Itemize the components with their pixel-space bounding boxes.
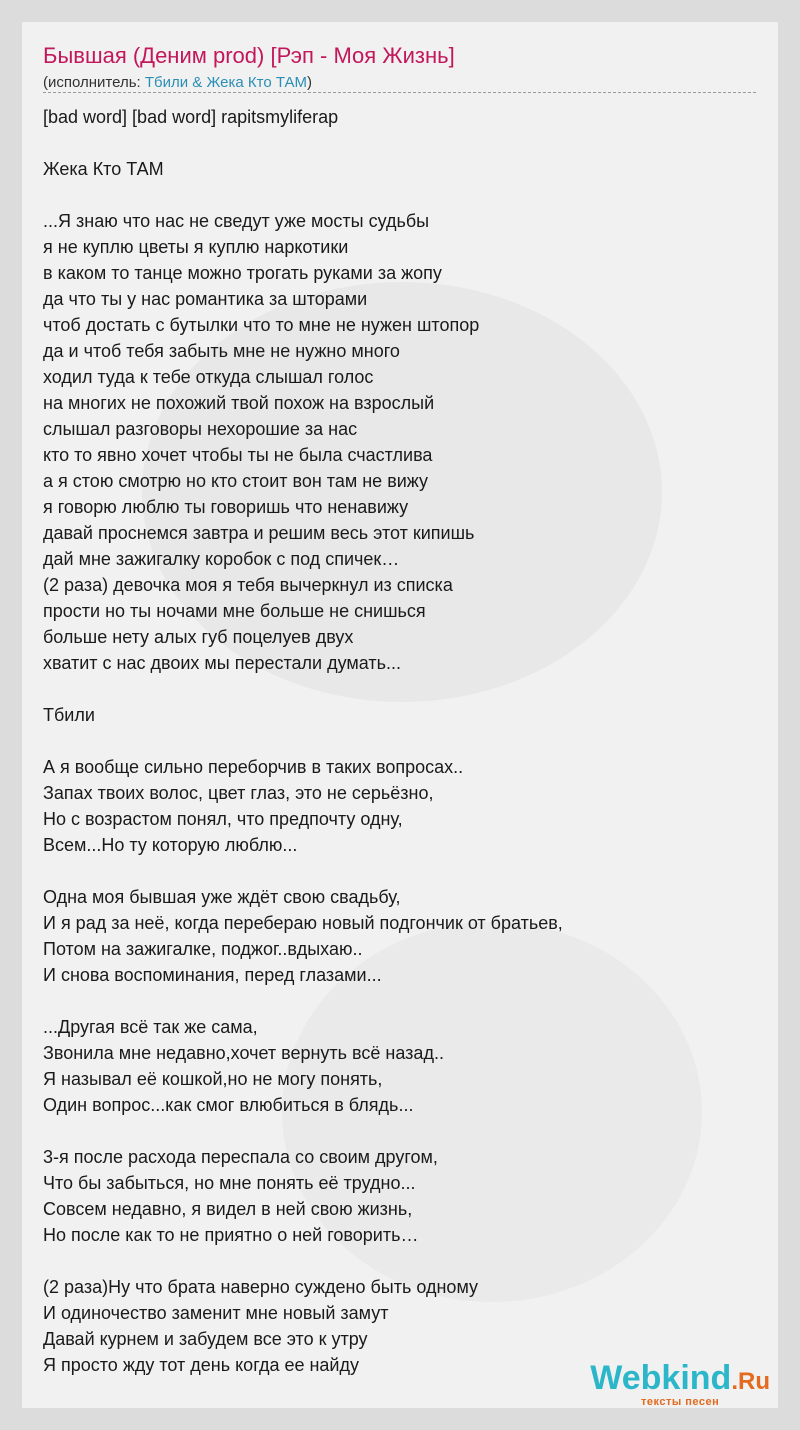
logo-tld: .Ru [731, 1368, 770, 1395]
lyric-line: И я рад за неё, когда перебераю новый подгончик от братьев, [43, 913, 563, 933]
stanza-gap [43, 988, 758, 1014]
artist-suffix: ) [307, 74, 313, 91]
lyric-line: давай проснемся завтра и решим весь этот кипишь [43, 523, 475, 543]
lyric-line: ...Я знаю что нас не сведут уже мосты судьбы [43, 211, 430, 231]
stanza-gap [43, 676, 758, 702]
header-divider [43, 92, 756, 93]
lyric-line: ...Другая всё так же сама, [43, 1017, 258, 1037]
lyric-line: чтоб достать с бутылки что то мне не нужен штопор [43, 315, 480, 335]
lyric-line: кто то явно хочет чтобы ты не была счастлива [43, 445, 433, 465]
lyric-line: Одна моя бывшая уже ждёт свою свадьбу, [43, 887, 401, 907]
lyric-line: Звонила мне недавно,хочет вернуть всё назад.. [43, 1043, 444, 1063]
lyric-line: я говорю люблю ты говоришь что ненавижу [43, 497, 409, 517]
lyric-line: я не куплю цветы я куплю наркотики [43, 237, 349, 257]
lyric-line: Совсем недавно, я видел в ней свою жизнь, [43, 1199, 413, 1219]
artist-line [43, 73, 312, 93]
logo-tagline: тексты песен [640, 1396, 720, 1408]
artist-prefix: (исполнитель: [43, 74, 145, 91]
lyric-line: Давай курнем и забудем все это к утру [43, 1329, 368, 1349]
stanza-gap [43, 728, 758, 754]
song-title: Бывшая (Деним prod) [Рэп - Моя Жизнь] [43, 43, 455, 68]
lyric-line: Что бы забыться, но мне понять её трудно... [43, 1173, 416, 1193]
lyric-line: И снова воспоминания, перед глазами... [43, 965, 382, 985]
lyric-line: А я вообще сильно переборчив в таких вопросах.. [43, 757, 464, 777]
stanza-gap [43, 182, 758, 208]
lyric-line: Жека Кто ТАМ [43, 159, 164, 179]
lyric-line: хватит с нас двоих мы перестали думать... [43, 653, 402, 673]
lyric-line: слышал разговоры нехорошие за нас [43, 419, 358, 439]
lyric-line: 3-я после расхода переспала со своим другом, [43, 1147, 438, 1167]
lyric-line: И одиночество заменит мне новый замут [43, 1303, 389, 1323]
lyric-line: на многих не похожий твой похож на взрослый [43, 393, 435, 413]
stanza-gap [43, 1248, 758, 1274]
lyrics-text [43, 104, 758, 1378]
lyric-line: Тбили [43, 705, 95, 725]
lyrics-card [22, 22, 778, 1408]
lyric-line: Я просто жду тот день когда ее найду [43, 1355, 359, 1375]
lyric-line: да что ты у нас романтика за шторами [43, 289, 368, 309]
stanza-gap [43, 858, 758, 884]
lyric-line: (2 раза) девочка моя я тебя вычеркнул из списка [43, 575, 453, 595]
lyric-line: ходил туда к тебе откуда слышал голос [43, 367, 374, 387]
lyric-line: Я называл её кошкой,но не могу понять, [43, 1069, 383, 1089]
lyric-line: да и чтоб тебя забыть мне не нужно много [43, 341, 400, 361]
lyric-line: Потом на зажигалке, поджог..вдыхаю.. [43, 939, 363, 959]
lyric-line: а я стою смотрю но кто стоит вон там не вижу [43, 471, 429, 491]
lyric-line: дай мне зажигалку коробок с под спичек… [43, 549, 400, 569]
stanza-gap [43, 1118, 758, 1144]
lyric-line: [bad word] [bad word] rapitsmyliferap [43, 107, 339, 127]
lyric-line: в каком то танце можно трогать руками за жопу [43, 263, 442, 283]
site-logo[interactable] [590, 1360, 770, 1408]
lyric-line: Всем...Но ту которую люблю... [43, 835, 298, 855]
lyric-line: Один вопрос...как смог влюбиться в блядь... [43, 1095, 414, 1115]
artist-link[interactable]: Тбили & Жека Кто ТАМ [144, 74, 308, 91]
lyric-line: Но после как то не приятно о ней говорить… [43, 1225, 419, 1245]
lyric-line: (2 раза)Ну что брата наверно суждено быть одному [43, 1277, 479, 1297]
lyric-line: больше нету алых губ поцелуев двух [43, 627, 354, 647]
stanza-gap [43, 130, 758, 156]
lyric-line: Но с возрастом понял, что предпочту одну, [43, 809, 403, 829]
lyric-line: Запах твоих волос, цвет глаз, это не серьёзно, [43, 783, 434, 803]
lyric-line: прости но ты ночами мне больше не снишься [43, 601, 426, 621]
logo-wordmark: Webkind [590, 1359, 732, 1397]
